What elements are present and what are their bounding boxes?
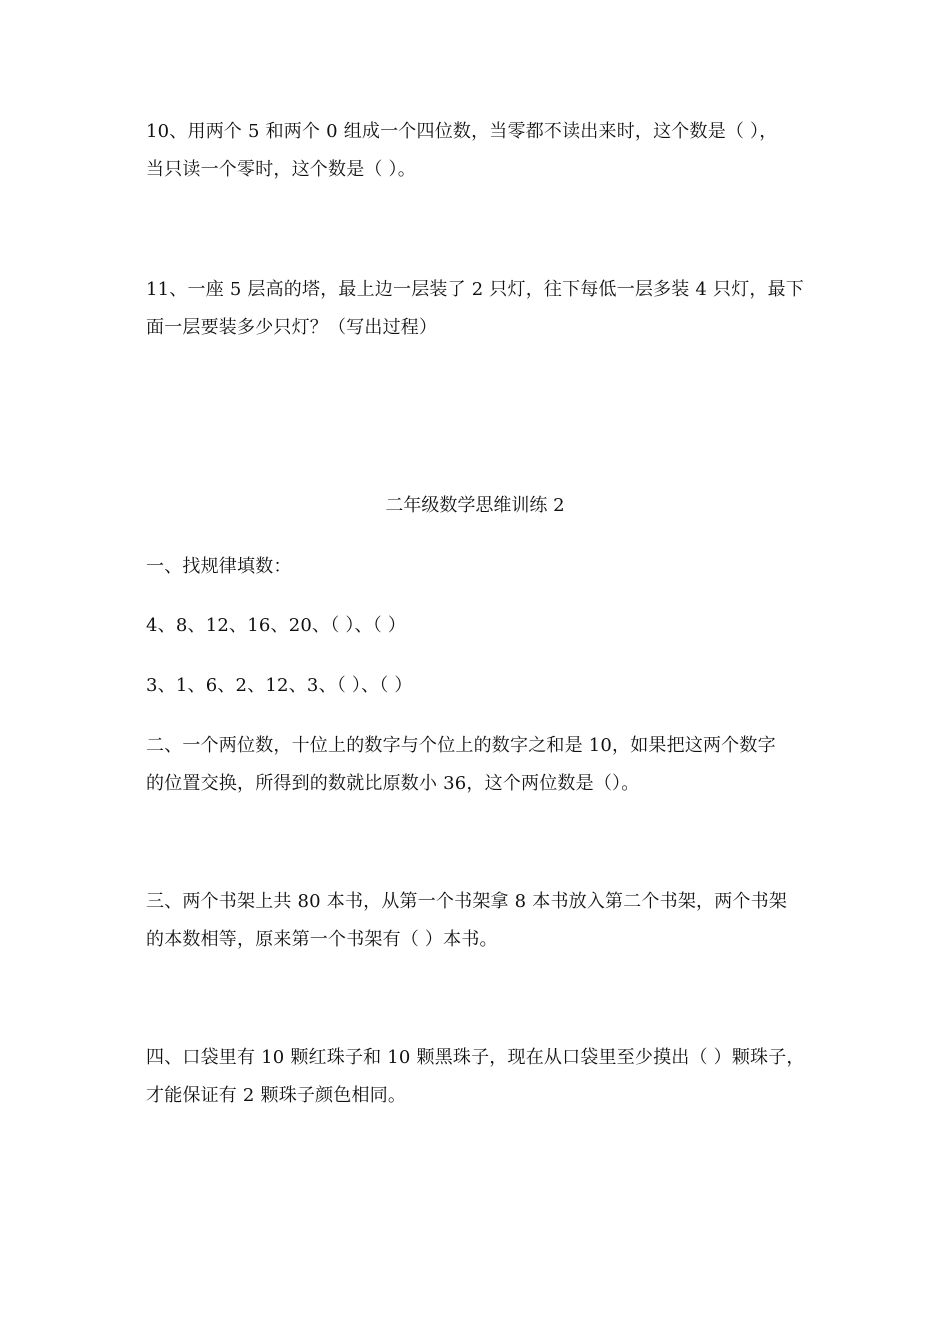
part-3-line-2: 的本数相等，原来第一个书架有（ ）本书。 (146, 929, 498, 950)
part-2-line-1: 二、一个两位数，十位上的数字与个位上的数字之和是 10，如果把这两个数字 (146, 735, 776, 756)
part-4-line-1: 四、口袋里有 10 颗红珠子和 10 颗黑珠子，现在从口袋里至少摸出（ ）颗珠子， (146, 1047, 805, 1068)
part-1-sequence-1: 4、8、12、16、20、（ ）、（ ） (146, 615, 407, 636)
part-4-line-2: 才能保证有 2 颗珠子颜色相同。 (146, 1085, 407, 1106)
question-11-line-1: 11、一座 5 层高的塔，最上边一层装了 2 只灯，往下每低一层多装 4 只灯，最下 (146, 279, 804, 300)
question-11-line-2: 面一层要装多少只灯？（写出过程） (146, 317, 438, 338)
part-2-line-2: 的位置交换，所得到的数就比原数小 36，这个两位数是（）。 (146, 773, 640, 794)
section-title: 二年级数学思维训练 2 (385, 495, 565, 516)
part-1-heading: 一、找规律填数： (146, 556, 292, 577)
question-10-line-2: 当只读一个零时，这个数是（ ）。 (146, 159, 416, 180)
part-1-sequence-2: 3、1、6、2、12、3、（ ）、（ ） (146, 675, 413, 696)
part-3-line-1: 三、两个书架上共 80 本书，从第一个书架拿 8 本书放入第二个书架，两个书架 (146, 891, 788, 912)
question-10-line-1: 10、用两个 5 和两个 0 组成一个四位数，当零都不读出来时，这个数是（ ）， (146, 121, 778, 142)
